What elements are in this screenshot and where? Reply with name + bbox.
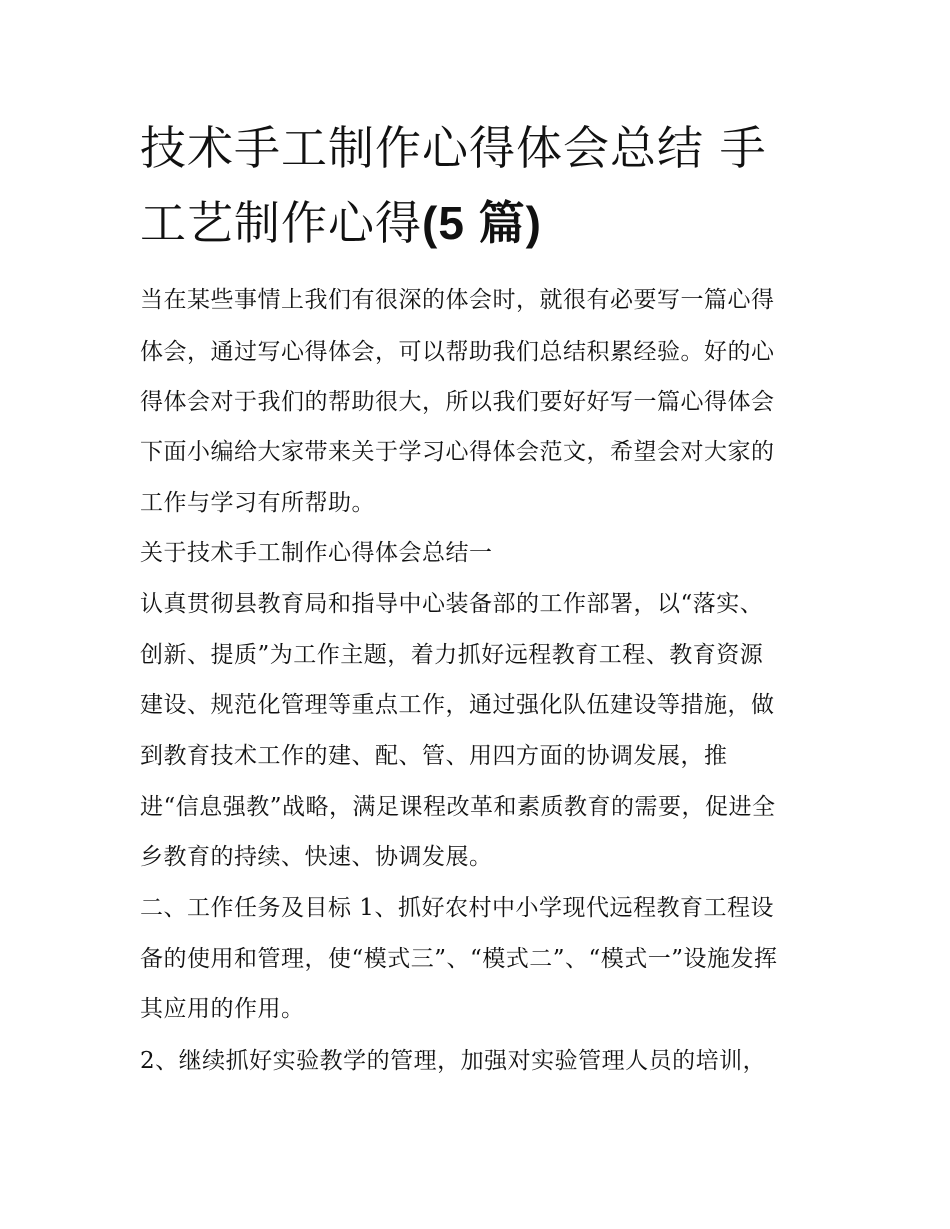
paragraph-line: 备的使用和管理，使“模式三”、“模式二”、“模式一”设施发挥 — [140, 946, 778, 972]
title-line-2: 工艺制作心得(5 篇) — [140, 196, 542, 250]
paragraph-line: 2、继续抓好实验教学的管理，加强对实验管理人员的培训， — [140, 1048, 767, 1074]
paragraph-line: 下面小编给大家带来关于学习心得体会范文，希望会对大家的 — [140, 439, 775, 465]
paragraph-line: 其应用的作用。 — [140, 996, 305, 1022]
document-title — [140, 111, 820, 261]
paragraph-line: 工作与学习有所帮助。 — [140, 490, 375, 516]
paragraph-line: 体会，通过写心得体会，可以帮助我们总结积累经验。好的心 — [140, 339, 775, 365]
paragraph-line: 进“信息强教”战略，满足课程改革和素质教育的需要，促进全 — [140, 794, 776, 820]
paragraph-line: 创新、提质”为工作主题，着力抓好远程教育工程、教育资源 — [140, 642, 764, 668]
section-heading: 关于技术手工制作心得体会总结一 — [140, 540, 493, 566]
paragraph-line: 当在某些事情上我们有很深的体会时，就很有必要写一篇心得 — [140, 287, 775, 313]
paragraph-line: 到教育技术工作的建、配、管、用四方面的协调发展，推 — [140, 743, 728, 769]
title-count: (5 篇) — [422, 197, 542, 249]
paragraph-line: 建设、规范化管理等重点工作，通过强化队伍建设等措施，做 — [140, 692, 775, 718]
paragraph-line: 认真贯彻县教育局和指导中心装备部的工作部署，以“落实、 — [140, 591, 764, 617]
paragraph-line: 二、工作任务及目标 1、抓好农村中小学现代远程教育工程设 — [140, 895, 774, 921]
paragraph-line: 乡教育的持续、快速、协调发展。 — [140, 844, 493, 870]
title-line-1: 技术手工制作心得体会总结 手 — [140, 121, 767, 175]
paragraph-line: 得体会对于我们的帮助很大，所以我们要好好写一篇心得体会 — [140, 389, 775, 415]
